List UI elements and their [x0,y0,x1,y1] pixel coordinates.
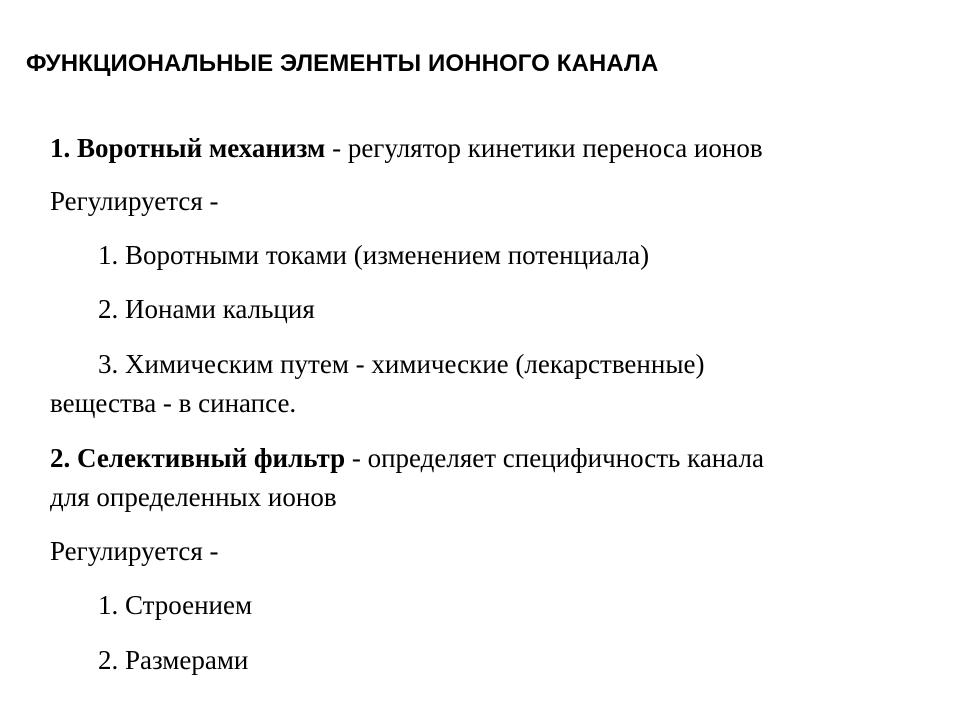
section1-item-2: 2. Ионами кальция [98,294,315,324]
section1-item-3-continuation: вещества - в синапсе. [50,388,297,418]
section1-item-1: 1. Воротными токами (изменением потенциала) [98,240,650,270]
section1-heading-bold: 1. Воротный механизм [50,133,326,163]
section2-heading-bold: 2. Селективный фильтр [50,443,346,473]
section1-heading-rest: - регулятор кинетики переноса ионов [325,133,763,163]
section2-regulated-label: Регулируется - [50,536,219,566]
section1-item-3: 3. Химическим путем - химические (лекарственные) [98,349,705,379]
section2-heading-rest: - определяет специфичность канала [345,443,764,473]
section1-regulated-label: Регулируется - [50,186,219,216]
slide-title: ФУНКЦИОНАЛЬНЫЕ ЭЛЕМЕНТЫ ИОННОГО КАНАЛА [26,50,659,77]
section2-item-1: 1. Строением [98,590,253,620]
section1-heading [50,130,763,166]
section2-item-2: 2. Размерами [98,645,249,675]
section2-heading-continuation: для определенных ионов [50,482,337,512]
section2-heading [50,440,764,476]
